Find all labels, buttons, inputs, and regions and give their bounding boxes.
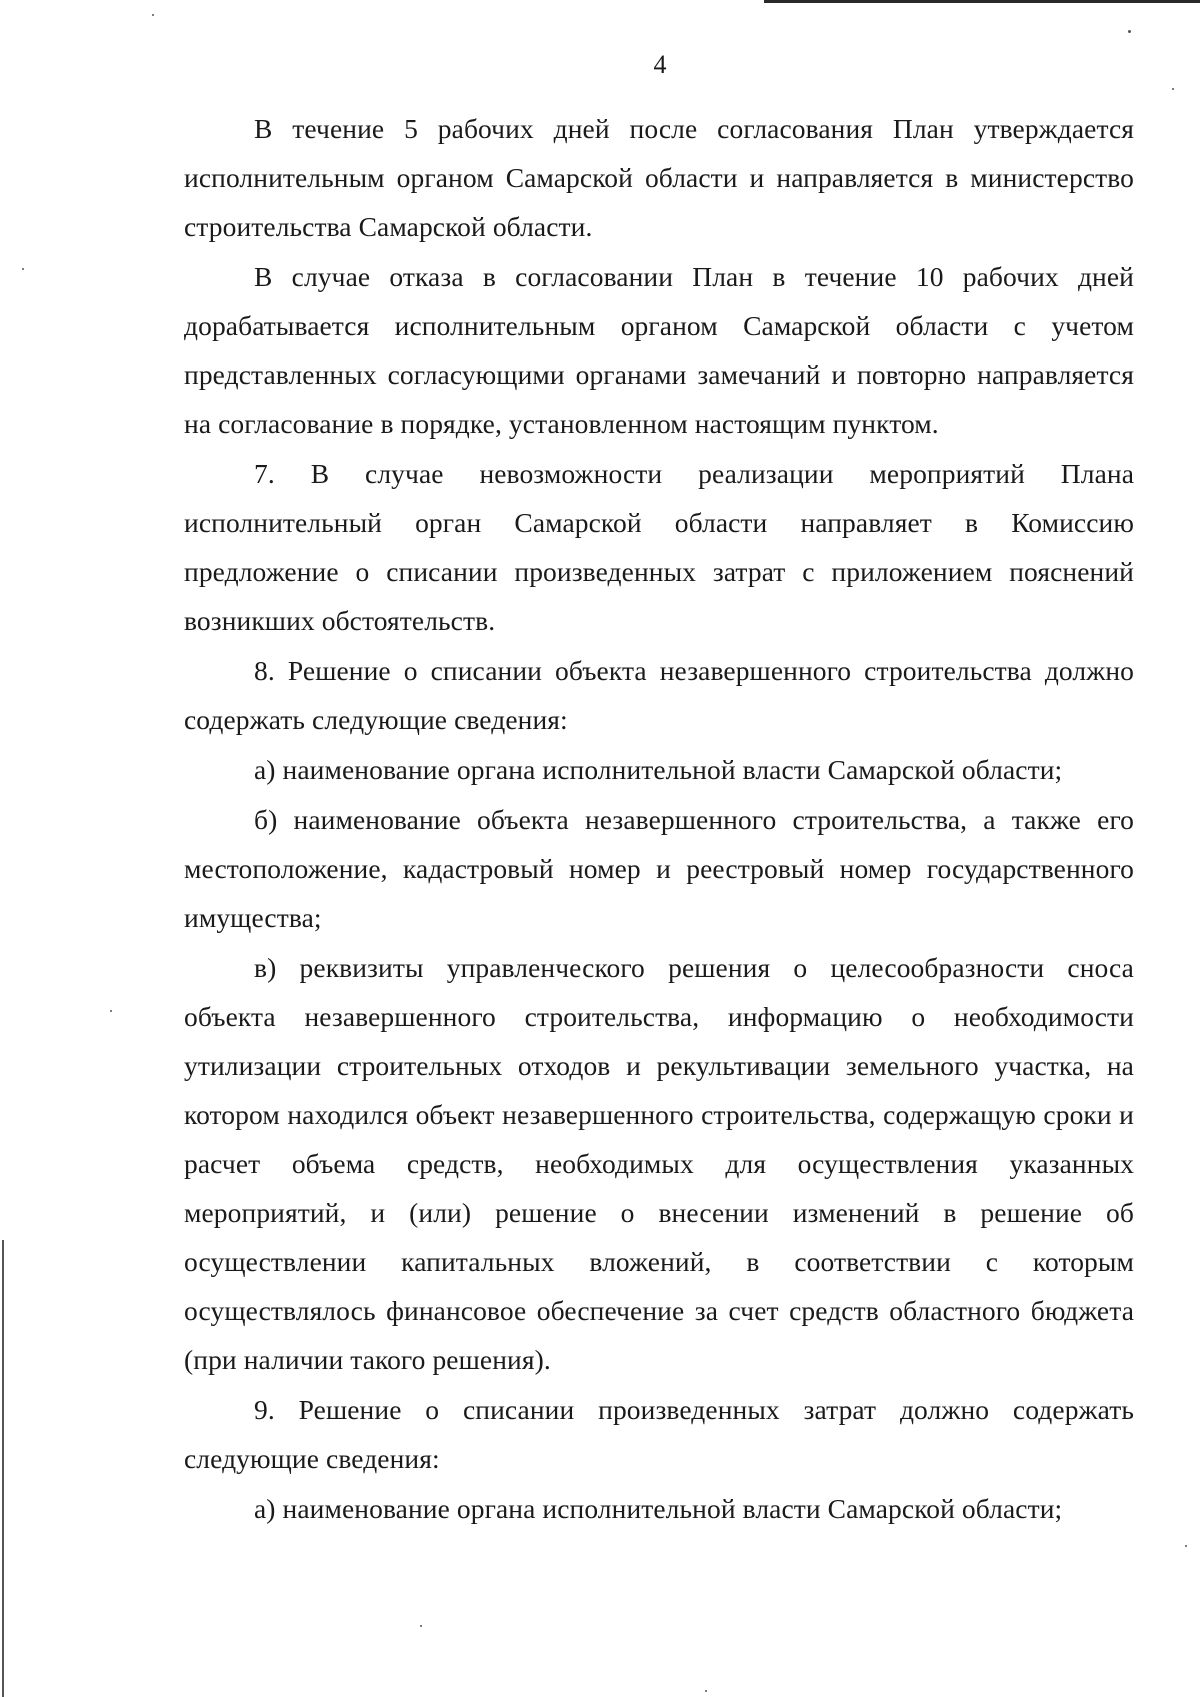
scan-speck xyxy=(1185,1545,1187,1547)
scan-speck xyxy=(705,1690,707,1692)
scan-speck xyxy=(1128,30,1131,33)
scan-speck xyxy=(110,1010,112,1012)
paragraph-approval-term: В течение 5 рабочих дней после согласования План утверждается исполнительным органом Самарской области и направляется в министерство строительства Самарской области. xyxy=(184,113,1134,242)
scan-speck xyxy=(420,1625,422,1627)
paragraph-item-8b: б) наименование объекта незавершенного строительства, а также его местоположение, кадастровый номер и реестровый номер государственного имущества; xyxy=(184,804,1134,933)
scan-speck xyxy=(22,268,24,270)
paragraph-item-9a: а) наименование органа исполнительной власти Самарской области; xyxy=(254,1493,1063,1524)
scan-speck xyxy=(1172,88,1174,90)
scan-edge-left xyxy=(2,1240,4,1697)
scan-edge-top xyxy=(764,0,1200,3)
paragraph-item-8: 8. Решение о списании объекта незавершенного строительства должно содержать следующие сведения: xyxy=(184,655,1134,735)
paragraph-item-8a: а) наименование органа исполнительной власти Самарской области; xyxy=(254,754,1063,785)
scan-speck xyxy=(152,14,154,16)
document-body xyxy=(184,104,1134,1534)
page-number: 4 xyxy=(653,50,667,79)
paragraph-item-8v: в) реквизиты управленческого решения о целесообразности сноса объекта незавершенного строительства, информацию о необходимости утилизации строительных отходов и рекультивации земельного участка, на котором находился объект незавершенного строительства, содержащую сроки и расчет объема средств, необходимых для осуществления указанных мероприятий, и (или) решение о внесении изменений в решение об осуществлении капитальных вложений, в соответствии с которым осуществлялось финансовое обеспечение за счет средств областного бюджета (при наличии такого решения). xyxy=(184,952,1134,1375)
paragraph-refusal-case: В случае отказа в согласовании План в течение 10 рабочих дней дорабатывается исполнительным органом Самарской области с учетом представленных согласующими органами замечаний и повторно направляется на согласование в порядке, установленном настоящим пунктом. xyxy=(184,261,1134,439)
paragraph-item-7: 7. В случае невозможности реализации мероприятий Плана исполнительный орган Самарской области направляет в Комиссию предложение о списании произведенных затрат с приложением пояснений возникших обстоятельств. xyxy=(184,458,1134,636)
paragraph-item-9: 9. Решение о списании произведенных затрат должно содержать следующие сведения: xyxy=(184,1394,1134,1474)
